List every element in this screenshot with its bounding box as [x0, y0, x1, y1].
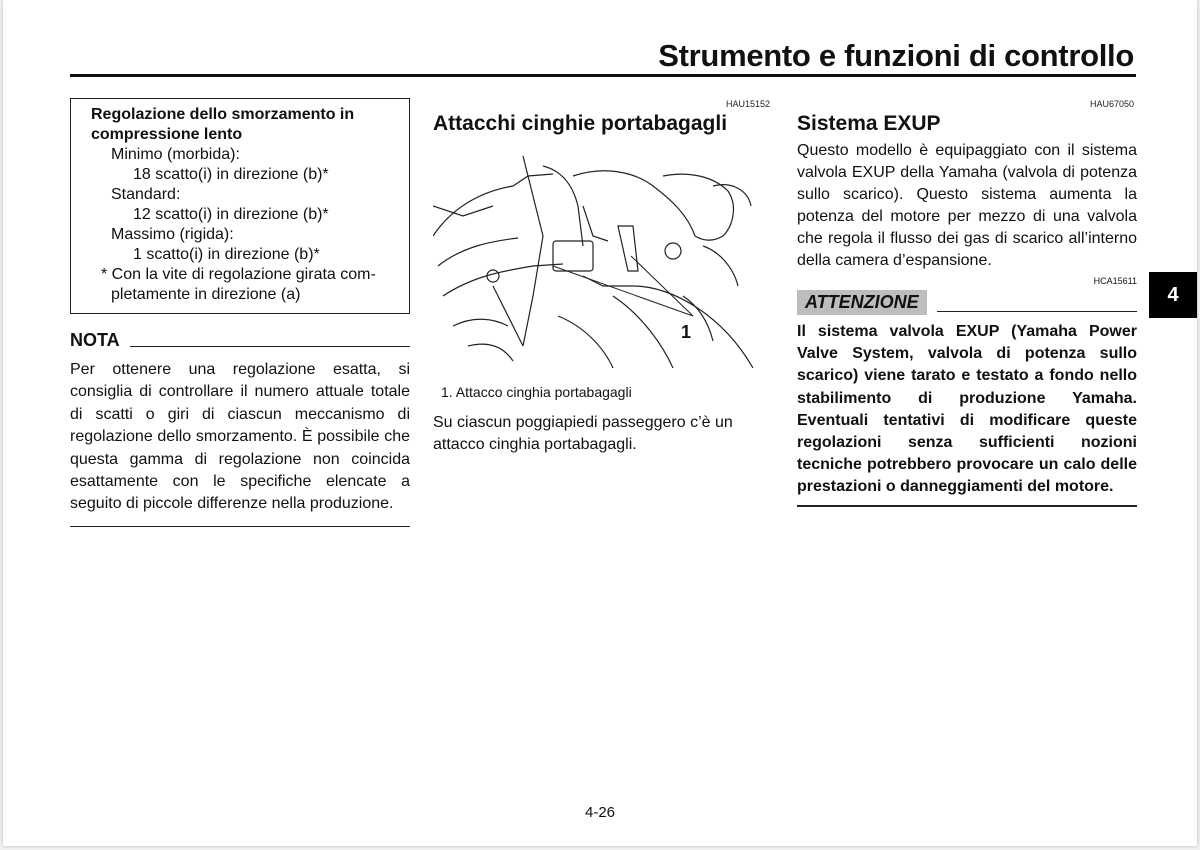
warning-code: HCA15611 [1093, 276, 1137, 286]
spec-std-label: Standard: [111, 186, 181, 203]
warning-label: ATTENZIONE [797, 290, 927, 315]
page-header-title: Strumento e funzioni di controllo [658, 38, 1134, 73]
figure-caption: 1. Attacco cinghia portabagagli [441, 384, 632, 400]
header-rule [70, 74, 1136, 77]
manual-page [3, 0, 1197, 846]
motorcycle-illustration [433, 146, 763, 368]
nota-text: Per ottenere una regolazione esatta, si consiglia di controllare il numero attuale totale di scatti o giri di ciascun meccanismo di regolazione dello smorzamento. È possibile che questa gamma di regolazione non coincida esattamente con le specifiche elencate a seguito di piccole differenze nella produzione. [70, 361, 410, 513]
column-left [70, 98, 410, 527]
warning-rule [937, 311, 1137, 312]
spec-note-2: pletamente in direzione (a) [111, 286, 301, 303]
specs-title-1: Regolazione dello smorzamento in [91, 106, 355, 123]
section3-heading: Sistema EXUP [797, 112, 941, 135]
motorcycle-rear-drawing [433, 146, 763, 368]
nota-end-rule [70, 526, 410, 527]
spec-max-value: 1 scatto(i) in direzione (b)* [133, 246, 320, 263]
specs-title-2: compressione lento [91, 126, 243, 143]
nota-heading: NOTA [70, 330, 120, 350]
section3-code: HAU67050 [1090, 99, 1135, 109]
column-middle [433, 112, 773, 456]
spec-min-value: 18 scatto(i) in direzione (b)* [133, 166, 329, 183]
specs-box [70, 98, 410, 314]
warning-text: Il sistema valvola EXUP (Yamaha Power Valve System, valvola di potenza sullo scarico) viene tarato e testato a fondo nello stabilimento di produzione Yamaha. Eventuali tentativi di modificare queste regolazioni senza sufficienti nozioni tecniche potrebbero provocare un calo delle prestazioni o danneggiamenti del motore. [797, 323, 1137, 496]
section2-heading: Attacchi cinghie portabagagli [433, 112, 728, 135]
warning-end-rule [797, 505, 1137, 507]
nota-rule [130, 346, 410, 347]
figure-callout-number: 1 [681, 322, 692, 342]
chapter-tab: 4 [1149, 272, 1197, 318]
spec-max-label: Massimo (rigida): [111, 226, 234, 243]
page-number: 4-26 [584, 804, 616, 821]
spec-std-value: 12 scatto(i) in direzione (b)* [133, 206, 329, 223]
spec-min-label: Minimo (morbida): [111, 146, 240, 163]
section2-text: Su ciascun poggiapiedi passeggero c’è un attacco cinghia portabagagli. [433, 414, 733, 453]
nota-heading-row [70, 330, 410, 351]
warning-heading-row [797, 290, 1137, 315]
column-right [797, 112, 1137, 507]
section2-code: HAU15152 [726, 99, 771, 109]
spec-note-1: * Con la vite di regolazione girata com- [101, 266, 376, 283]
section3-text: Questo modello è equipaggiato con il sistema valvola EXUP della Yamaha (valvola di potenza sullo scarico). Questo sistema aumenta la potenza del motore per mezzo di una valvola che regola il flusso dei gas di scarico all’interno della camera d’espansione. [797, 142, 1137, 269]
